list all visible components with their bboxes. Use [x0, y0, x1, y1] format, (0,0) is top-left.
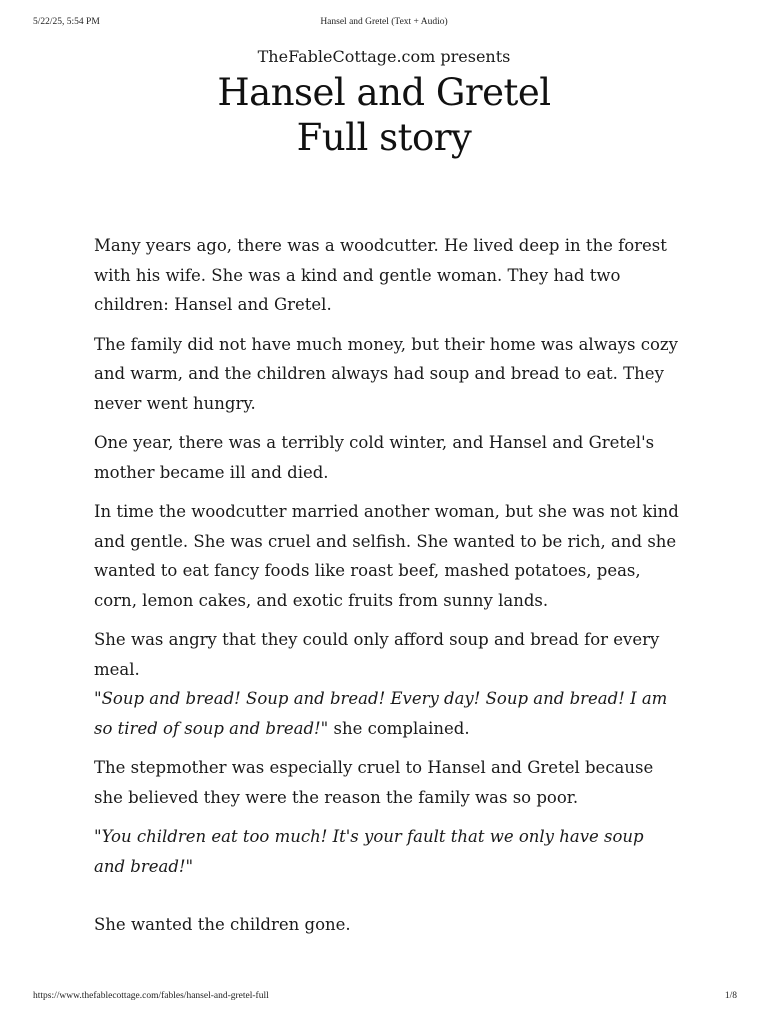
title-line-story-name: Hansel and Gretel	[217, 71, 551, 114]
print-header	[33, 17, 735, 31]
story-paragraph	[94, 625, 679, 743]
story-text: she complained.	[328, 718, 470, 738]
page-url: https://www.thefablecottage.com/fables/hansel-and-gretel-full	[33, 991, 269, 1001]
page-title	[0, 70, 768, 160]
site-presents-line: TheFableCottage.com presents	[257, 47, 511, 66]
story-paragraph: One year, there was a terribly cold winter, and Hansel and Gretel's mother became ill and died.	[94, 433, 655, 482]
story-paragraph: The family did not have much money, but their home was always cozy and warm, and the children always had soup and bread to eat. They never went hungry.	[94, 334, 678, 413]
print-date: 5/22/25, 5:54 PM	[33, 17, 100, 27]
story-quote: "Soup and bread! Soup and bread! Every day! Soup and bread! I am so tired of soup and bread!"	[94, 689, 668, 738]
story-quote: "You children eat too much! It's your fault that we only have soup and bread!"	[94, 827, 644, 876]
story-paragraph: She wanted the children gone.	[94, 915, 351, 934]
print-document-title: Hansel and Gretel (Text + Audio)	[320, 17, 448, 27]
story-text: She was angry that they could only afford soup and bread for every meal.	[94, 630, 660, 679]
title-line-subtitle: Full story	[296, 116, 472, 159]
print-footer	[33, 991, 737, 1005]
story-paragraph: The stepmother was especially cruel to Hansel and Gretel because she believed they were the reason the family was so poor.	[94, 758, 654, 807]
story-paragraph: In time the woodcutter married another woman, but she was not kind and gentle. She was cruel and selfish. She wanted to be rich, and she wanted to eat fancy foods like roast beef, mashed potatoes, peas, corn, lemon cakes, and exotic fruits from sunny lands.	[94, 502, 679, 610]
paragraph-spacer	[94, 891, 679, 910]
story-paragraph: Many years ago, there was a woodcutter. He lived deep in the forest with his wife. She was a kind and gentle woman. They had two children: Hansel and Gretel.	[94, 236, 667, 314]
story-body	[94, 231, 679, 950]
page-number: 1/8	[724, 991, 737, 1001]
